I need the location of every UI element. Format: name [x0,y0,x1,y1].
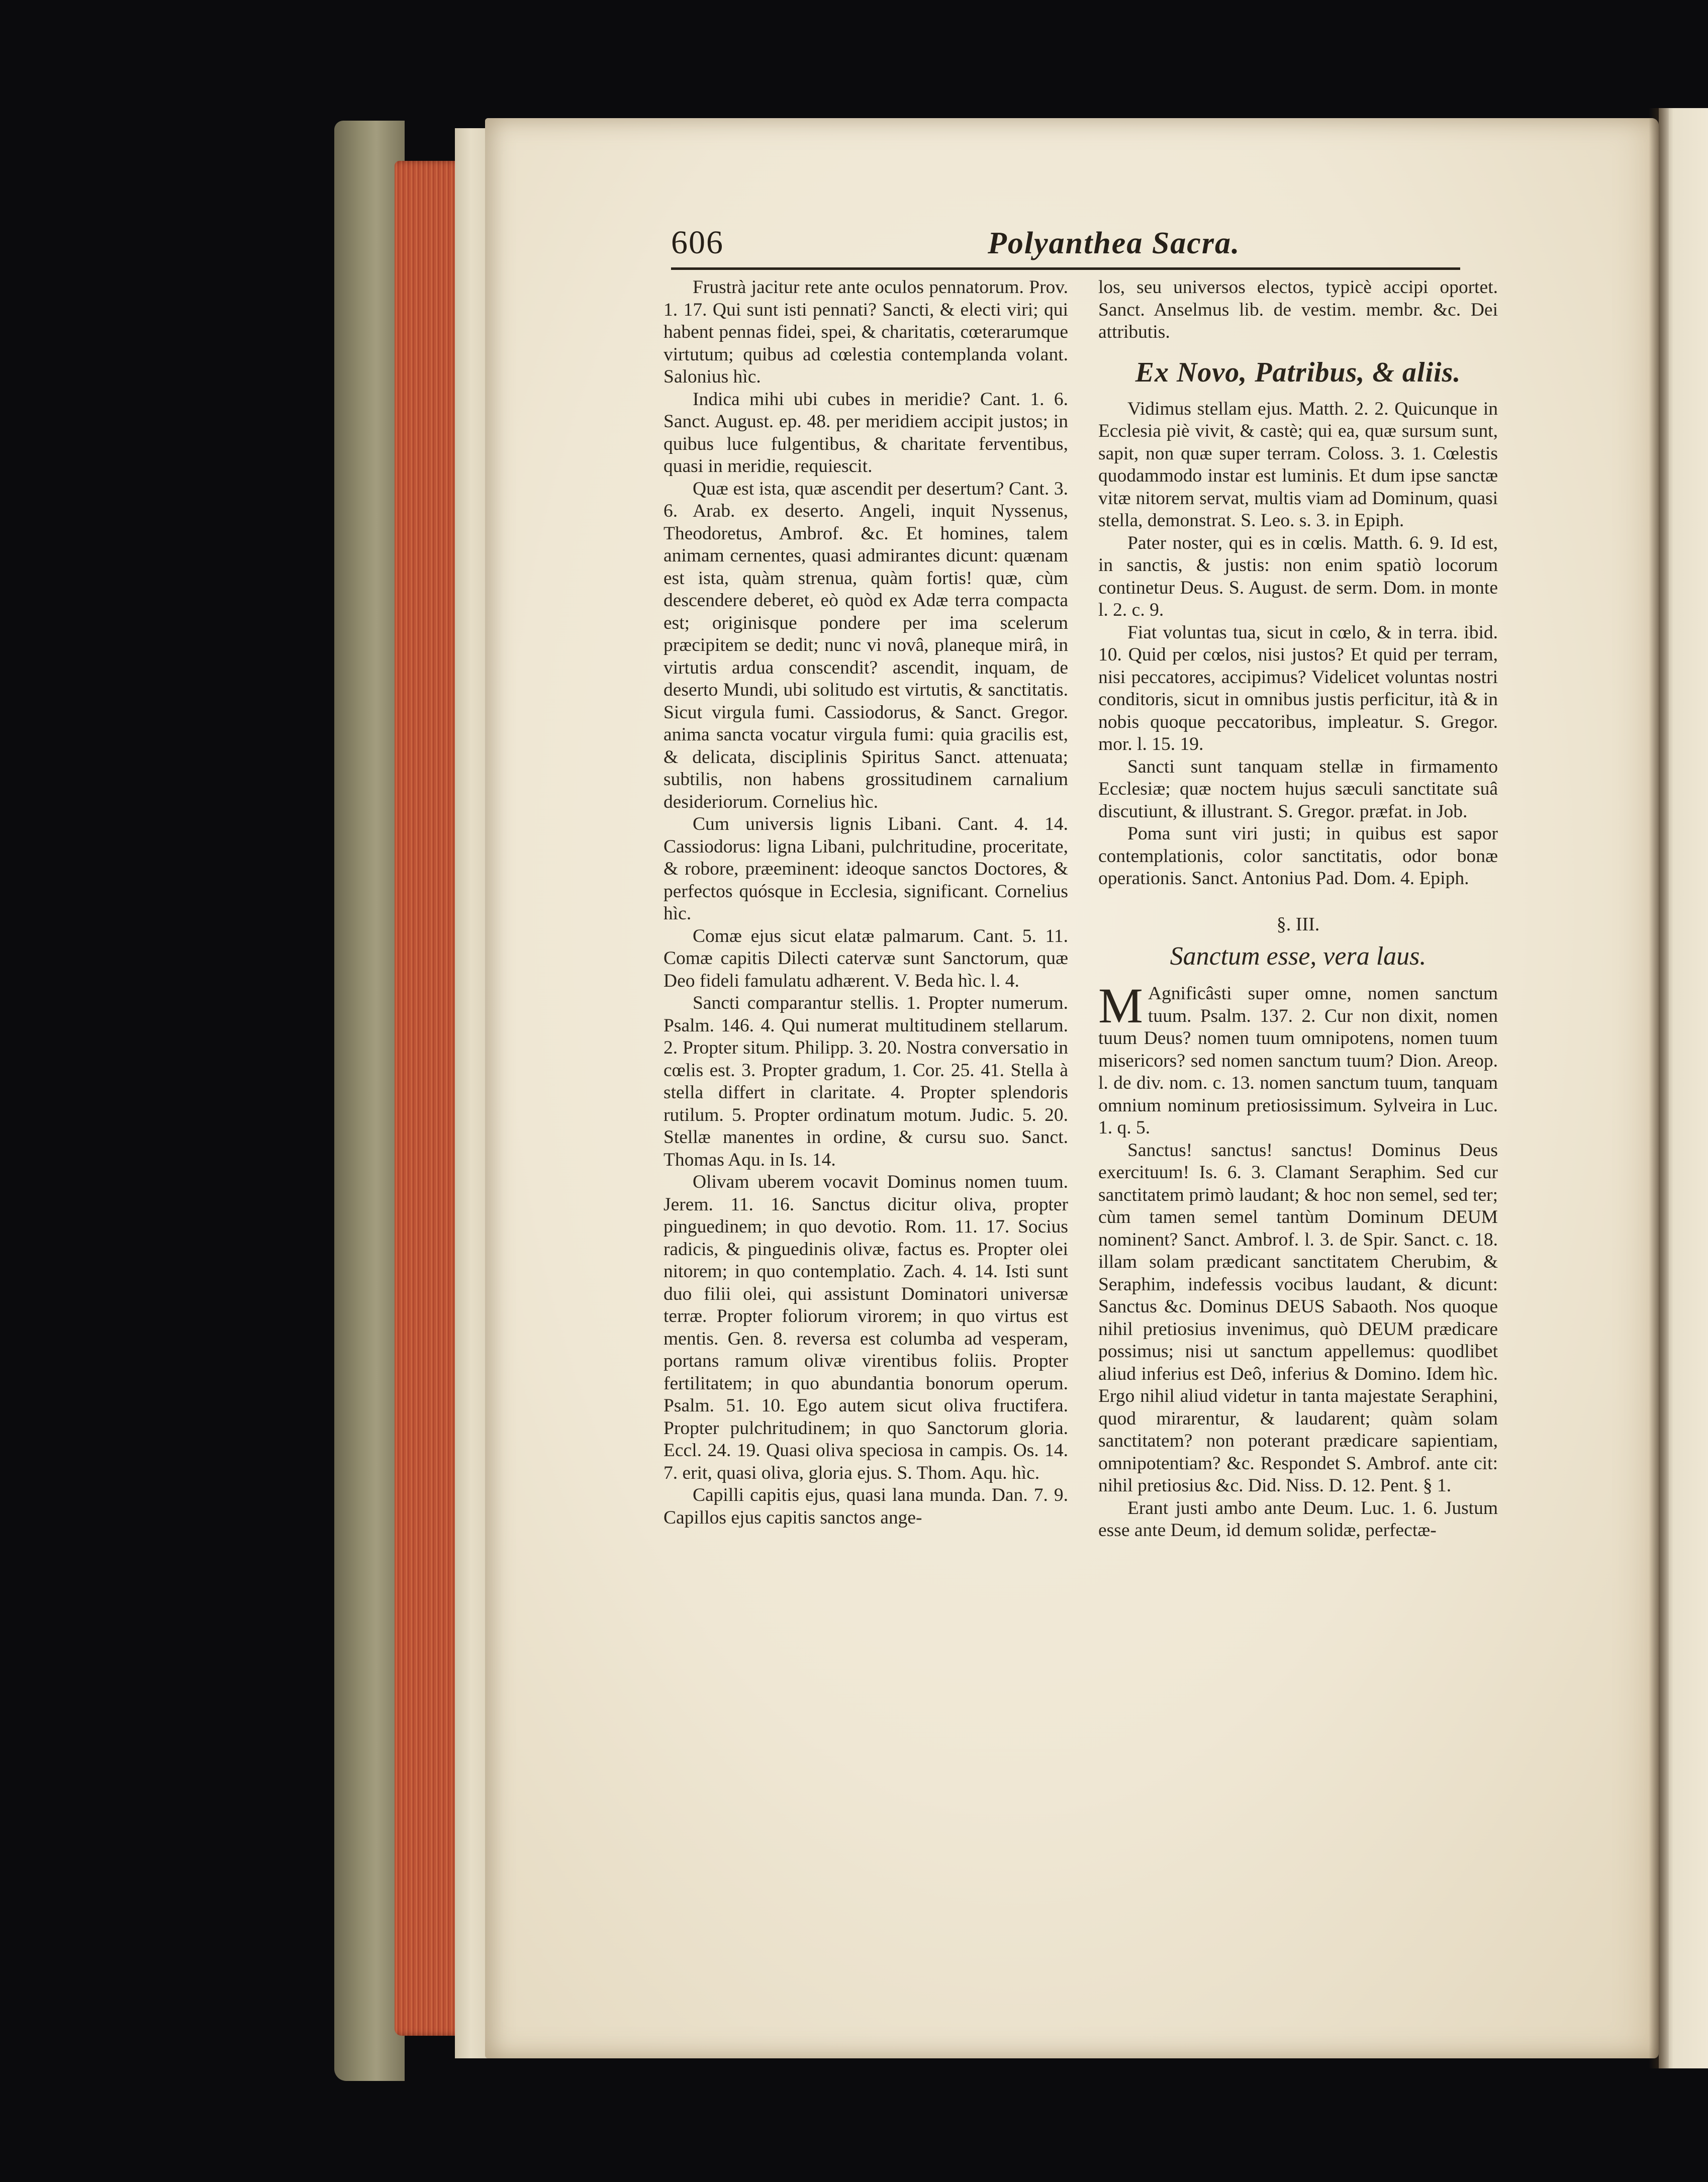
section-mark: §. III. [1276,913,1320,935]
paragraph: Cum universis lignis Libani. Cant. 4. 14. Cassiodorus: ligna Libani, pulchritudine, proceritate, & robore, præeminent: ideoque sanctos Doctores, & perfectos quósque in Ecclesia, significant. Cornelius hìc. [663,814,1068,924]
section-heading: Ex Novo, Patribus, & aliis. [1135,356,1461,388]
paragraph: Olivam uberem vocavit Dominus nomen tuum. Jerem. 11. 16. Sanctus dicitur oliva, propter pinguedinem; in quo devotio. Rom. 11. 17. Socius radicis, & pinguedinis olivæ, factus es. Propter olei nitorem; in quo contemplatio. Zach. 4. 14. Isti sunt duo filii olei, qui assistunt Dominatori universæ terræ. Propter foliorum virorem; in quo virtus est mentis. Gen. 8. reversa est columba ad vesperam, portans ramum olivæ virentibus foliis. Propter fertilitatem; in quo abundantia bonorum operum. Psalm. 51. 10. Ego autem sicut oliva fructifera. Propter pulchritudinem; in quo Sanctorum gloria. Eccl. 24. 19. Quasi oliva speciosa in campis. Os. 14. 7. erit, quasi oliva, gloria ejus. S. Thom. Aqu. hìc. [663,1172,1068,1483]
paragraph: Erant justi ambo ante Deum. Luc. 1. 6. Justum esse ante Deum, id demum solidæ, perfectæ- [1098,1497,1498,1541]
paragraph: Poma sunt viri justi; in quibus est sapor contemplationis, color sanctitatis, odor bonæ operationis. Sanct. Antonius Pad. Dom. 4. Epiph. [1098,823,1498,889]
subsection-heading: Sanctum esse, vera laus. [1170,942,1427,971]
dropcap-paragraph-text: Agnificâsti super omne, nomen sanctum tuum. Psalm. 137. 2. Cur non dixit, nomen tuum Deus? nomen tuum omnipotens, nomen tuum misericors? sed nomen sanctum tuum? Dion. Areop. l. de div. nom. c. 13. nomen sanctum tuum, tanquam omnium nominum pretiosissimum. Sylveira in Luc. 1. q. 5. [1098,983,1498,1138]
running-title: Polyanthea Sacra. [988,226,1241,260]
right-column [1098,276,1498,1542]
paragraph: Comæ ejus sicut elatæ palmarum. Cant. 5. 11. Comæ capitis Dilecti catervæ sunt Sanctorum, quæ Deo fideli famulatu adhærent. V. Beda hìc. l. 4. [663,925,1068,991]
page-number: 606 [671,224,724,261]
paragraph: Sancti sunt tanquam stellæ in firmamento Ecclesiæ; quæ noctem hujus sæculi sanctitate suâ discutiunt, & illustrant. S. Gregor. præfat. in Job. [1098,756,1498,822]
dropcap-paragraph [1098,978,1498,1140]
paragraph: Indica mihi ubi cubes in meridie? Cant. 1. 6. Sanct. August. ep. 48. per meridiem accipit justos; in quibus luce fulgentibus, & charitate ferventibus, quasi in meridie, requiescit. [663,389,1068,477]
paragraph: Quæ est ista, quæ ascendit per desertum? Cant. 3. 6. Arab. ex deserto. Angeli, inquit Nyssenus, Theodoretus, Ambrof. &c. Et homines, talem animam cernentes, quasi admirantes dicunt: quænam est ista, quàm strenua, quàm fortis! quæ, cùm descendere deberet, eò quòd ex Adæ terra compacta est; originisque pondere per ima scelerum præcipitem se dedit; nunc vi novâ, planeque mirâ, in virtutis ardua conscendit? ascendit, inquam, de deserto Mundi, ubi solitudo est virtutis, & sanctitatis. Sicut virgula fumi. Cassiodorus, & Sanct. Gregor. anima sancta vocatur virgula fumi: quia gracilis est, & delicata, disciplinis Spiritus Sanct. attenuata; subtilis, non habens grossitudinem carnalium desideriorum. Cornelius hìc. [663,478,1068,812]
book-spine [334,121,405,2081]
drop-cap: M [1098,978,1143,1033]
paragraph: Capilli capitis ejus, quasi lana munda. Dan. 7. 9. Capillos ejus capitis sanctos ange- [663,1485,1068,1528]
left-column [663,276,1068,1529]
paragraph: Sancti comparantur stellis. 1. Propter numerum. Psalm. 146. 4. Qui numerat multitudinem stellarum. 2. Propter situm. Philipp. 3. 20. Nostra conversatio in cœlis est. 3. Propter gradum, 1. Cor. 25. 41. Stella à stella differt in claritate. 4. Propter splendoris rutilum. 5. Propter ordinatum motum. Judic. 5. 20. Stellæ manentes in ordine, & cursu suo. Sanct. Thomas Aqu. in Is. 14. [663,993,1068,1170]
paragraph: Frustrà jacitur rete ante oculos pennatorum. Prov. 1. 17. Qui sunt isti pennati? Sancti, & electi viri; qui habent pennas fidei, spei, & charitatis, cœterarumque virtutum; quibus ad cœlestia contemplanda volant. Salonius hìc. [663,277,1068,387]
page-gutter [1649,108,1669,2068]
continuation-paragraph: los, seu universos electos, typicè accipi oportet. Sanct. Anselmus lib. de vestim. membr. &c. Dei attributis. [1098,277,1498,342]
paragraph: Fiat voluntas tua, sicut in cœlo, & in terra. ibid. 10. Quid per cœlos, nisi justos? Et quid per terram, nisi peccatores, accipimus? Videlicet voluntas nostri conditoris, sicut in omnibus justis perficitur, ità & in nobis quoque peccatoribus, impleatur. S. Gregor. mor. l. 15. 19. [1098,622,1498,754]
paragraph: Vidimus stellam ejus. Matth. 2. 2. Quicunque in Ecclesia piè vivit, & castè; qui ea, quæ sursum sunt, sapit, non quæ super terram. Coloss. 3. 1. Cœlestis quodammodo instar est luminis. Et dum ipse sanctæ vitæ nitorem servat, multis viam ad Dominum, quasi stella, demonstrat. S. Leo. s. 3. in Epiph. [1098,398,1498,531]
header-rule [671,267,1460,270]
paragraph: Sanctus! sanctus! sanctus! Dominus Deus exercituum! Is. 6. 3. Clamant Seraphim. Sed cur sanctitatem primò laudant; & hoc non semel, sed ter; cùm tamen semel tantùm Dominum DEUM nominent? Sanct. Ambrof. l. 3. de Spir. Sanct. c. 18. illam solam prædicant sanctitatem Cherubim, & Seraphim, indefessis vocibus laudant, & dicunt: Sanctus &c. Dominus DEUS Sabaoth. Nos quoque nihil pretiosius invenimus, quò DEUM prædicare possimus; nisi ut sanctum appellemus: quodlibet aliud inferius est Deô, inferius & Domino. Idem hìc. Ergo nihil aliud videtur in tanta majestate Seraphini, quod mirarentur, & laudarent; quàm solam sanctitatem? non poterant prædicare sapientiam, omnipotentiam? &c. Respondet S. Ambrof. ante cit: nihil pretiosius &c. Did. Niss. D. 12. Pent. § 1. [1098,1140,1498,1496]
running-head [671,224,1455,269]
paragraph: Pater noster, qui es in cœlis. Matth. 6. 9. Id est, in sanctis, & justis: non enim spatiò locorum continetur Deus. S. August. de serm. Dom. in monte l. 2. c. 9. [1098,532,1498,620]
